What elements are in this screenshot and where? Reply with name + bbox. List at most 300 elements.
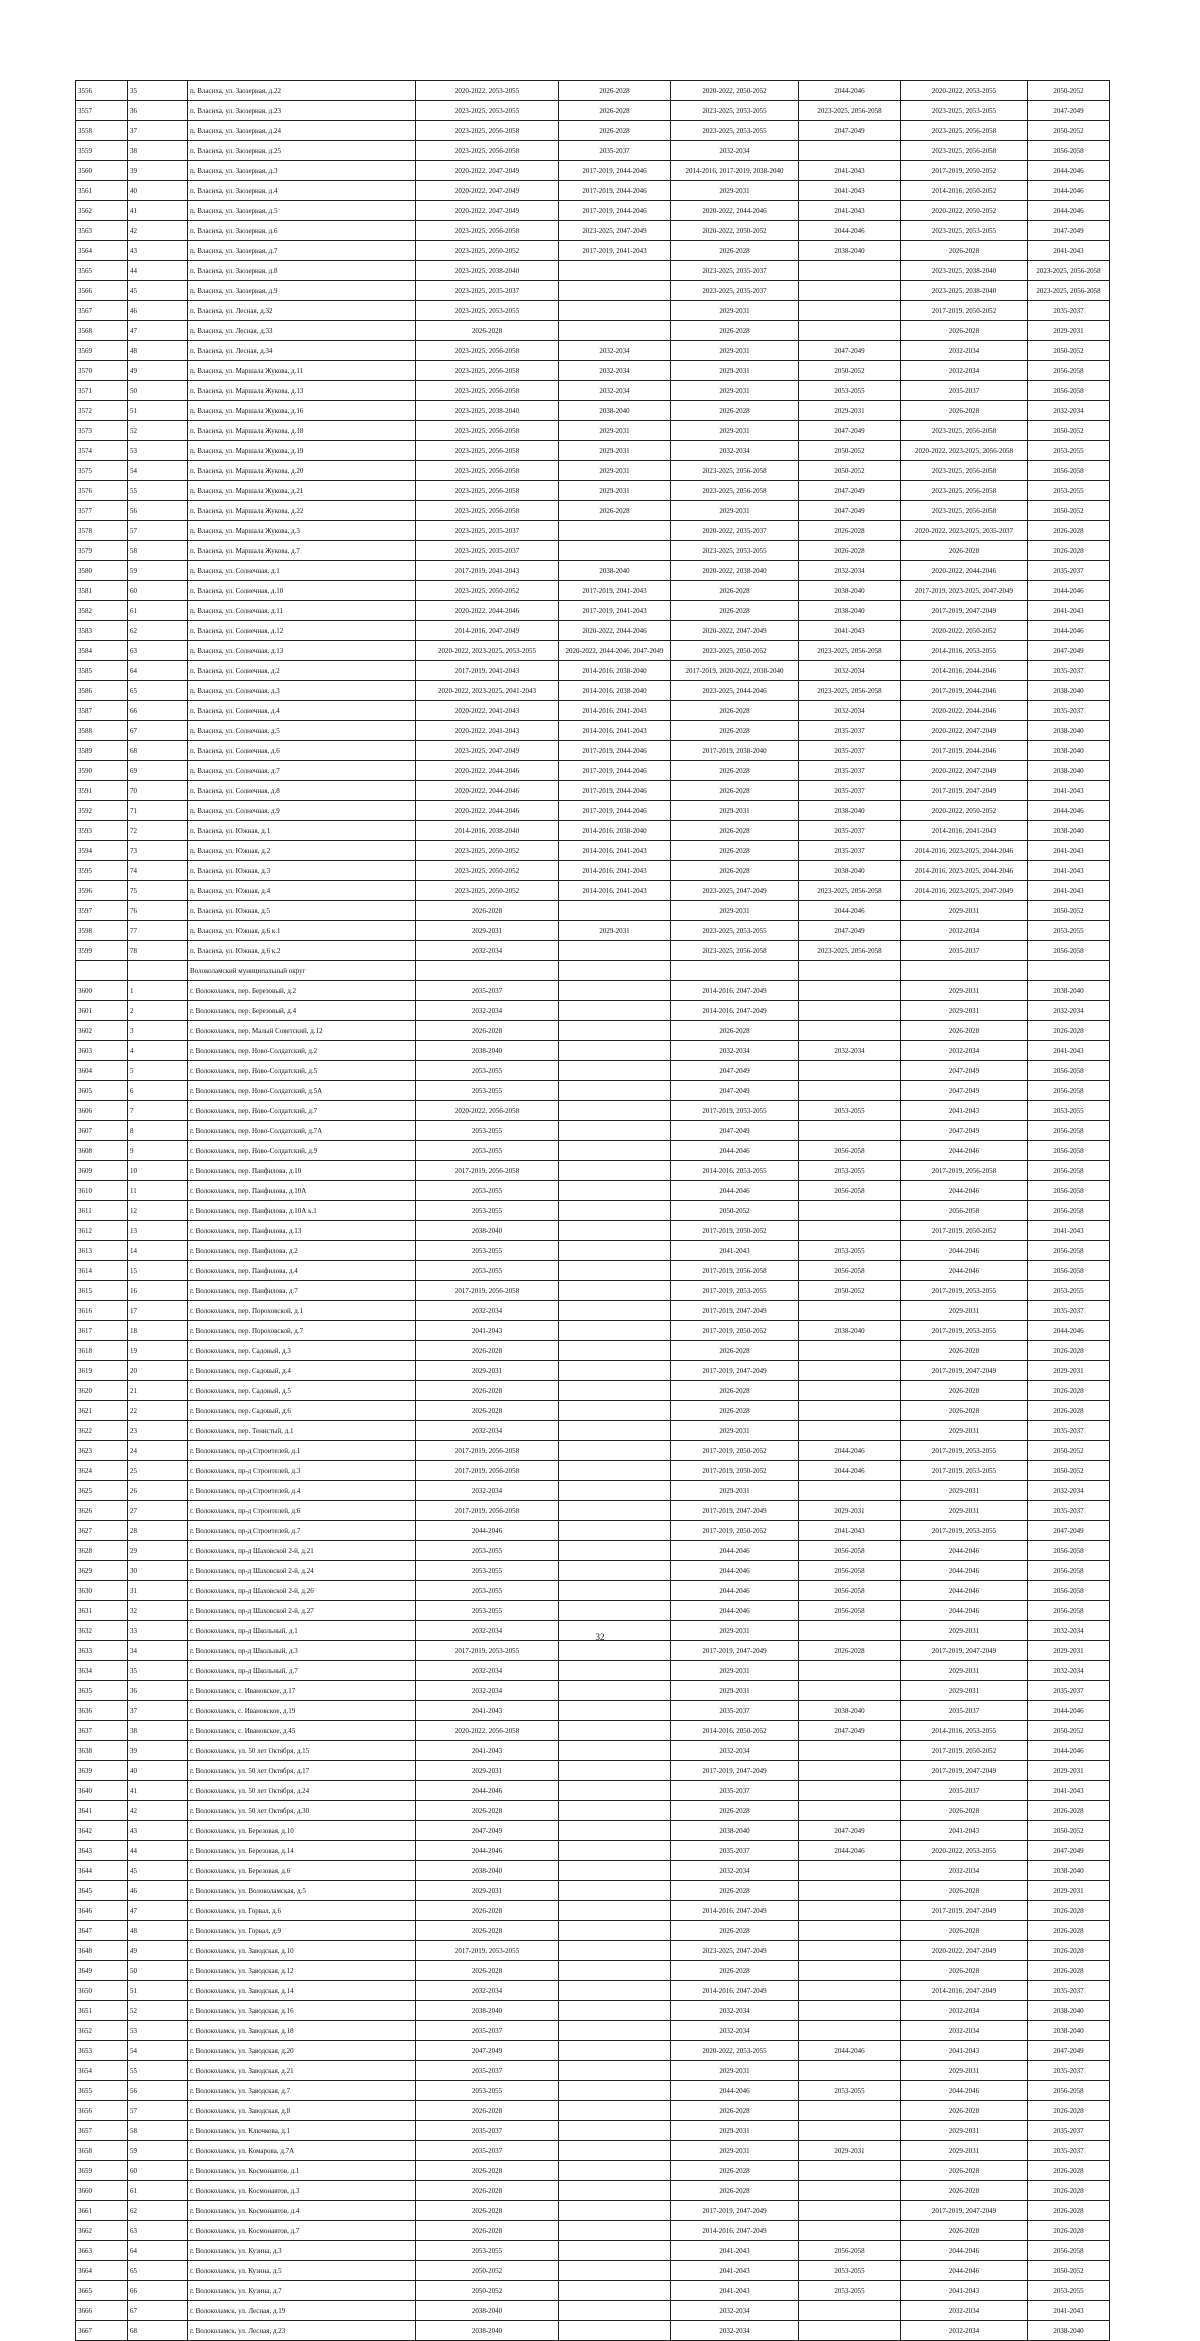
address-cell: г. Волоколамск, ул. 50 лет Октября, д.15: [188, 1741, 416, 1761]
work-period-4-cell: [799, 141, 901, 161]
work-period-4-cell: 2044-2046: [799, 1441, 901, 1461]
work-period-1-cell: 2017-2019, 2053-2055: [416, 1941, 559, 1961]
work-period-4-cell: 2035-2037: [799, 741, 901, 761]
item-number-cell: 61: [128, 601, 188, 621]
work-period-6-cell: 2035-2037: [1028, 1421, 1110, 1441]
work-period-4-cell: 2053-2055: [799, 1241, 901, 1261]
work-period-1-cell: 2050-2052: [416, 2261, 559, 2281]
item-number-cell: 1: [128, 981, 188, 1001]
work-period-1-cell: 2020-2022, 2044-2046: [416, 781, 559, 801]
work-period-1-cell: 2038-2040: [416, 2001, 559, 2021]
work-period-6-cell: 2050-2052: [1028, 1441, 1110, 1461]
table-row: [76, 1261, 1110, 1281]
work-period-6-cell: 2026-2028: [1028, 541, 1110, 561]
work-period-2-cell: [559, 2061, 671, 2081]
work-period-4-cell: 2023-2025, 2056-2058: [799, 101, 901, 121]
work-period-1-cell: 2017-2019, 2056-2058: [416, 1501, 559, 1521]
address-cell: п. Власиха, ул. Солнечная, д.2: [188, 661, 416, 681]
row-number-cell: 3583: [76, 621, 128, 641]
table-row: [76, 461, 1110, 481]
work-period-6-cell: 2044-2046: [1028, 801, 1110, 821]
item-number-cell: 49: [128, 361, 188, 381]
address-cell: п. Власиха, ул. Маршала Жукова, д.19: [188, 441, 416, 461]
table-row: [76, 541, 1110, 561]
work-period-6-cell: 2038-2040: [1028, 821, 1110, 841]
work-period-5-cell: 2020-2022, 2044-2046: [901, 701, 1028, 721]
work-period-1-cell: 2053-2055: [416, 1181, 559, 1201]
item-number-cell: 75: [128, 881, 188, 901]
work-period-6-cell: 2053-2055: [1028, 921, 1110, 941]
work-period-1-cell: 2053-2055: [416, 1081, 559, 1101]
work-period-2-cell: [559, 281, 671, 301]
work-period-5-cell: 2032-2034: [901, 2021, 1028, 2041]
row-number-cell: 3577: [76, 501, 128, 521]
work-period-1-cell: 2020-2022, 2023-2025, 2053-2055: [416, 641, 559, 661]
work-period-6-cell: 2029-2031: [1028, 321, 1110, 341]
work-period-3-cell: 2026-2028: [671, 1961, 799, 1981]
work-period-3-cell: 2029-2031: [671, 901, 799, 921]
work-period-5-cell: 2017-2019, 2047-2049: [901, 2201, 1028, 2221]
address-cell: п. Власиха, ул. Солнечная, д.8: [188, 781, 416, 801]
work-period-3-cell: 2029-2031: [671, 421, 799, 441]
work-period-4-cell: 2023-2025, 2056-2058: [799, 681, 901, 701]
work-period-3-cell: 2032-2034: [671, 441, 799, 461]
work-period-6-cell: 2056-2058: [1028, 2241, 1110, 2261]
work-period-1-cell: 2047-2049: [416, 2041, 559, 2061]
work-period-3-cell: 2026-2028: [671, 1021, 799, 1041]
address-cell: п. Власиха, ул. Солнечная, д.7: [188, 761, 416, 781]
work-period-3-cell: 2026-2028: [671, 701, 799, 721]
work-period-4-cell: 2029-2031: [799, 2141, 901, 2161]
work-period-2-cell: 2032-2034: [559, 361, 671, 381]
work-period-2-cell: 2038-2040: [559, 561, 671, 581]
table-row: [76, 1801, 1110, 1821]
work-period-1-cell: 2023-2025, 2056-2058: [416, 461, 559, 481]
table-row: [76, 1001, 1110, 1021]
address-cell: п. Власиха, ул. Заозерная, д.24: [188, 121, 416, 141]
row-number-cell: 3641: [76, 1801, 128, 1821]
address-cell: г. Волоколамск, ул. 50 лет Октября, д.24: [188, 1781, 416, 1801]
work-period-1-cell: 2032-2034: [416, 1661, 559, 1681]
work-period-1-cell: 2017-2019, 2056-2058: [416, 1161, 559, 1181]
row-number-cell: 3619: [76, 1361, 128, 1381]
address-cell: г. Волоколамск, пер. Панфилова, д.13: [188, 1221, 416, 1241]
item-number-cell: 46: [128, 1881, 188, 1901]
row-number-cell: 3569: [76, 341, 128, 361]
work-period-6-cell: 2032-2034: [1028, 1001, 1110, 1021]
item-number-cell: 76: [128, 901, 188, 921]
work-period-3-cell: 2017-2019, 2038-2040: [671, 741, 799, 761]
row-number-cell: [76, 961, 128, 981]
work-period-2-cell: 2014-2016, 2038-2040: [559, 681, 671, 701]
row-number-cell: 3637: [76, 1721, 128, 1741]
table-row: [76, 1661, 1110, 1681]
work-period-6-cell: 2044-2046: [1028, 621, 1110, 641]
work-period-6-cell: 2056-2058: [1028, 1181, 1110, 1201]
work-period-3-cell: 2047-2049: [671, 1121, 799, 1141]
table-row: [76, 861, 1110, 881]
work-period-2-cell: [559, 2201, 671, 2221]
row-number-cell: 3559: [76, 141, 128, 161]
address-cell: п. Власиха, ул. Южная, д.3: [188, 861, 416, 881]
work-period-3-cell: 2032-2034: [671, 2301, 799, 2321]
work-period-3-cell: 2044-2046: [671, 1561, 799, 1581]
item-number-cell: 48: [128, 1921, 188, 1941]
work-period-4-cell: [799, 1381, 901, 1401]
work-period-4-cell: [799, 1361, 901, 1381]
work-period-5-cell: 2026-2028: [901, 2181, 1028, 2201]
work-period-2-cell: [559, 2281, 671, 2301]
work-period-5-cell: 2026-2028: [901, 1381, 1028, 1401]
address-cell: г. Волоколамск, пер. Ново-Солдатский, д.9: [188, 1141, 416, 1161]
work-period-5-cell: 2029-2031: [901, 981, 1028, 1001]
address-cell: г. Волоколамск, ул. Заводская, д.20: [188, 2041, 416, 2061]
table-row: [76, 1061, 1110, 1081]
item-number-cell: 9: [128, 1141, 188, 1161]
work-period-2-cell: [559, 2261, 671, 2281]
table-row: [76, 1761, 1110, 1781]
work-period-5-cell: 2014-2016, 2023-2025, 2044-2046: [901, 841, 1028, 861]
work-period-6-cell: 2050-2052: [1028, 81, 1110, 101]
work-period-2-cell: 2014-2016, 2038-2040: [559, 661, 671, 681]
address-cell: г. Волоколамск, пр-д Строителей, д.7: [188, 1521, 416, 1541]
row-number-cell: 3611: [76, 1201, 128, 1221]
address-cell: г. Волоколамск, ул. Заводская, д.12: [188, 1961, 416, 1981]
work-period-4-cell: [799, 2061, 901, 2081]
address-cell: п. Власиха, ул. Заозерная, д.3: [188, 161, 416, 181]
item-number-cell: 31: [128, 1581, 188, 1601]
item-number-cell: 25: [128, 1461, 188, 1481]
item-number-cell: 36: [128, 1681, 188, 1701]
row-number-cell: 3604: [76, 1061, 128, 1081]
work-period-5-cell: 2026-2028: [901, 401, 1028, 421]
table-row: [76, 1861, 1110, 1881]
row-number-cell: 3658: [76, 2141, 128, 2161]
work-period-4-cell: [799, 1801, 901, 1821]
work-period-6-cell: 2035-2037: [1028, 1501, 1110, 1521]
item-number-cell: 16: [128, 1281, 188, 1301]
work-period-2-cell: 2017-2019, 2044-2046: [559, 781, 671, 801]
work-period-4-cell: 2056-2058: [799, 1541, 901, 1561]
row-number-cell: 3601: [76, 1001, 128, 1021]
item-number-cell: 59: [128, 2141, 188, 2161]
work-period-5-cell: 2026-2028: [901, 1921, 1028, 1941]
item-number-cell: [128, 961, 188, 981]
table-row: [76, 1601, 1110, 1621]
table-row: [76, 2041, 1110, 2061]
item-number-cell: 35: [128, 81, 188, 101]
work-period-5-cell: 2032-2034: [901, 1861, 1028, 1881]
address-cell: п. Власиха, ул. Южная, д.2: [188, 841, 416, 861]
work-period-2-cell: 2017-2019, 2041-2043: [559, 241, 671, 261]
work-period-5-cell: 2035-2037: [901, 1781, 1028, 1801]
row-number-cell: 3603: [76, 1041, 128, 1061]
work-period-6-cell: 2029-2031: [1028, 1881, 1110, 1901]
row-number-cell: 3629: [76, 1561, 128, 1581]
item-number-cell: 63: [128, 641, 188, 661]
item-number-cell: 62: [128, 621, 188, 641]
work-period-5-cell: 2017-2019, 2053-2055: [901, 1441, 1028, 1461]
work-period-2-cell: [559, 981, 671, 1001]
address-cell: г. Волоколамск, пер. Панфилова, д.10А к.1: [188, 1201, 416, 1221]
work-period-1-cell: 2020-2022, 2047-2049: [416, 181, 559, 201]
work-period-1-cell: 2044-2046: [416, 1841, 559, 1861]
table-row: [76, 1681, 1110, 1701]
work-period-4-cell: 2035-2037: [799, 841, 901, 861]
work-period-2-cell: [559, 1461, 671, 1481]
address-cell: п. Власиха, ул. Солнечная, д.11: [188, 601, 416, 621]
work-period-5-cell: 2017-2019, 2053-2055: [901, 1461, 1028, 1481]
work-period-3-cell: 2029-2031: [671, 801, 799, 821]
work-period-2-cell: 2017-2019, 2044-2046: [559, 801, 671, 821]
work-period-5-cell: 2014-2016, 2050-2052: [901, 181, 1028, 201]
work-period-1-cell: 2014-2016, 2038-2040: [416, 821, 559, 841]
row-number-cell: 3599: [76, 941, 128, 961]
table-row: [76, 2181, 1110, 2201]
work-period-5-cell: 2029-2031: [901, 1681, 1028, 1701]
address-cell: г. Волоколамск, пр-д Строителей, д.1: [188, 1441, 416, 1461]
work-period-5-cell: 2023-2025, 2053-2055: [901, 221, 1028, 241]
table-row: [76, 1041, 1110, 1061]
work-period-6-cell: 2053-2055: [1028, 1281, 1110, 1301]
table-row: [76, 1501, 1110, 1521]
work-period-6-cell: 2038-2040: [1028, 1861, 1110, 1881]
work-period-4-cell: 2032-2034: [799, 661, 901, 681]
item-number-cell: 62: [128, 2201, 188, 2221]
work-period-5-cell: 2023-2025, 2056-2058: [901, 461, 1028, 481]
address-cell: г. Волоколамск, пр-д Шаховской 2-й, д.27: [188, 1601, 416, 1621]
work-period-5-cell: 2026-2028: [901, 1401, 1028, 1421]
work-period-1-cell: 2038-2040: [416, 1861, 559, 1881]
item-number-cell: 67: [128, 2301, 188, 2321]
work-period-3-cell: 2029-2031: [671, 501, 799, 521]
work-period-4-cell: 2056-2058: [799, 1261, 901, 1281]
work-period-1-cell: 2053-2055: [416, 1581, 559, 1601]
work-period-4-cell: 2044-2046: [799, 81, 901, 101]
item-number-cell: 57: [128, 2101, 188, 2121]
work-period-1-cell: 2020-2022, 2047-2049: [416, 201, 559, 221]
work-period-3-cell: 2026-2028: [671, 761, 799, 781]
work-period-1-cell: 2026-2028: [416, 1401, 559, 1421]
row-number-cell: 3589: [76, 741, 128, 761]
work-period-3-cell: 2029-2031: [671, 341, 799, 361]
work-period-6-cell: 2041-2043: [1028, 1041, 1110, 1061]
address-cell: г. Волоколамск, ул. Заводская, д.18: [188, 2021, 416, 2041]
row-number-cell: 3664: [76, 2261, 128, 2281]
work-period-3-cell: 2032-2034: [671, 2001, 799, 2021]
work-period-5-cell: 2017-2019, 2023-2025, 2047-2049: [901, 581, 1028, 601]
work-period-2-cell: [559, 1541, 671, 1561]
row-number-cell: 3640: [76, 1781, 128, 1801]
work-period-4-cell: 2053-2055: [799, 1161, 901, 1181]
work-period-4-cell: 2050-2052: [799, 461, 901, 481]
table-row: [76, 1361, 1110, 1381]
work-period-1-cell: 2026-2028: [416, 901, 559, 921]
work-period-5-cell: 2017-2019, 2047-2049: [901, 1361, 1028, 1381]
work-period-3-cell: 2044-2046: [671, 1581, 799, 1601]
work-period-2-cell: [559, 1661, 671, 1681]
work-period-4-cell: [799, 1781, 901, 1801]
work-period-2-cell: 2017-2019, 2044-2046: [559, 201, 671, 221]
work-period-5-cell: 2017-2019, 2050-2052: [901, 301, 1028, 321]
work-period-6-cell: 2032-2034: [1028, 1481, 1110, 1501]
work-period-1-cell: 2053-2055: [416, 1241, 559, 1261]
item-number-cell: 66: [128, 2281, 188, 2301]
item-number-cell: 63: [128, 2221, 188, 2241]
work-period-2-cell: 2017-2019, 2041-2043: [559, 581, 671, 601]
work-period-6-cell: 2026-2028: [1028, 1381, 1110, 1401]
table-row: [76, 361, 1110, 381]
work-period-3-cell: 2014-2016, 2050-2052: [671, 1721, 799, 1741]
work-period-5-cell: 2017-2019, 2047-2049: [901, 1901, 1028, 1921]
work-period-6-cell: 2026-2028: [1028, 1341, 1110, 1361]
work-period-5-cell: 2017-2019, 2050-2052: [901, 1741, 1028, 1761]
work-period-4-cell: 2026-2028: [799, 541, 901, 561]
address-cell: г. Волоколамск, пер. Панфилова, д.4: [188, 1261, 416, 1281]
work-period-5-cell: 2020-2022, 2023-2025, 2056-2058: [901, 441, 1028, 461]
work-period-2-cell: [559, 1501, 671, 1521]
work-period-5-cell: 2017-2019, 2053-2055: [901, 1321, 1028, 1341]
work-period-1-cell: 2038-2040: [416, 2301, 559, 2321]
row-number-cell: 3614: [76, 1261, 128, 1281]
work-period-4-cell: [799, 2021, 901, 2041]
work-period-5-cell: 2017-2019, 2050-2052: [901, 1221, 1028, 1241]
item-number-cell: 55: [128, 481, 188, 501]
table-row: [76, 321, 1110, 341]
row-number-cell: 3653: [76, 2041, 128, 2061]
address-cell: п. Власиха, ул. Маршала Жукова, д.20: [188, 461, 416, 481]
table-row: [76, 1441, 1110, 1461]
row-number-cell: 3593: [76, 821, 128, 841]
work-period-4-cell: 2038-2040: [799, 1321, 901, 1341]
work-period-1-cell: 2038-2040: [416, 2321, 559, 2341]
work-period-1-cell: 2026-2028: [416, 2101, 559, 2121]
work-period-5-cell: 2017-2019, 2053-2055: [901, 1521, 1028, 1541]
table-row: [76, 2241, 1110, 2261]
address-cell: г. Волоколамск, ул. Кузина, д.3: [188, 2241, 416, 2261]
work-period-6-cell: 2038-2040: [1028, 681, 1110, 701]
work-period-1-cell: 2041-2043: [416, 1701, 559, 1721]
work-period-5-cell: 2029-2031: [901, 901, 1028, 921]
work-period-3-cell: 2023-2025, 2050-2052: [671, 641, 799, 661]
work-period-2-cell: [559, 1421, 671, 1441]
work-period-3-cell: 2029-2031: [671, 2061, 799, 2081]
work-period-5-cell: 2044-2046: [901, 2261, 1028, 2281]
row-number-cell: 3562: [76, 201, 128, 221]
work-period-5-cell: 2032-2034: [901, 921, 1028, 941]
table-row: [76, 1321, 1110, 1341]
work-period-1-cell: 2023-2025, 2056-2058: [416, 141, 559, 161]
work-period-1-cell: 2032-2034: [416, 1481, 559, 1501]
table-row: [76, 881, 1110, 901]
item-number-cell: 56: [128, 501, 188, 521]
work-period-5-cell: 2032-2034: [901, 341, 1028, 361]
work-period-6-cell: 2050-2052: [1028, 501, 1110, 521]
work-period-5-cell: 2035-2037: [901, 941, 1028, 961]
row-number-cell: 3595: [76, 861, 128, 881]
item-number-cell: 48: [128, 341, 188, 361]
table-row: [76, 1881, 1110, 1901]
work-period-5-cell: 2023-2025, 2056-2058: [901, 481, 1028, 501]
work-period-1-cell: 2023-2025, 2056-2058: [416, 481, 559, 501]
item-number-cell: 22: [128, 1401, 188, 1421]
item-number-cell: 55: [128, 2061, 188, 2081]
work-period-6-cell: 2056-2058: [1028, 2081, 1110, 2101]
work-period-4-cell: 2047-2049: [799, 921, 901, 941]
table-row: [76, 161, 1110, 181]
address-cell: г. Волоколамск, пр-д Школьный, д.1: [188, 1621, 416, 1641]
work-period-2-cell: [559, 2221, 671, 2241]
work-period-2-cell: 2020-2022, 2044-2046: [559, 621, 671, 641]
work-period-2-cell: [559, 1441, 671, 1461]
work-period-6-cell: 2056-2058: [1028, 1241, 1110, 1261]
work-period-6-cell: 2038-2040: [1028, 741, 1110, 761]
work-period-2-cell: 2017-2019, 2044-2046: [559, 761, 671, 781]
work-period-1-cell: 2023-2025, 2038-2040: [416, 261, 559, 281]
work-period-4-cell: 2044-2046: [799, 901, 901, 921]
work-period-6-cell: 2050-2052: [1028, 901, 1110, 921]
work-period-5-cell: 2032-2034: [901, 2301, 1028, 2321]
work-period-6-cell: 2026-2028: [1028, 1801, 1110, 1821]
table-row: [76, 281, 1110, 301]
work-period-6-cell: 2044-2046: [1028, 181, 1110, 201]
table-row: [76, 481, 1110, 501]
work-period-1-cell: 2026-2028: [416, 1961, 559, 1981]
work-period-1-cell: 2029-2031: [416, 1761, 559, 1781]
work-period-5-cell: 2014-2016, 2023-2025, 2047-2049: [901, 881, 1028, 901]
address-cell: г. Волоколамск, ул. Заводская, д.7: [188, 2081, 416, 2101]
work-period-3-cell: 2017-2019, 2047-2049: [671, 1501, 799, 1521]
address-cell: п. Власиха, ул. Солнечная, д.13: [188, 641, 416, 661]
row-number-cell: 3565: [76, 261, 128, 281]
table-row: [76, 1341, 1110, 1361]
work-period-6-cell: 2032-2034: [1028, 401, 1110, 421]
work-period-6-cell: 2026-2028: [1028, 2161, 1110, 2181]
row-number-cell: 3651: [76, 2001, 128, 2021]
work-period-4-cell: 2056-2058: [799, 1601, 901, 1621]
work-period-2-cell: [559, 1301, 671, 1321]
work-period-5-cell: 2023-2025, 2056-2058: [901, 421, 1028, 441]
work-period-3-cell: 2026-2028: [671, 1881, 799, 1901]
item-number-cell: 64: [128, 661, 188, 681]
work-period-3-cell: 2029-2031: [671, 2121, 799, 2141]
table-row: [76, 2141, 1110, 2161]
work-period-5-cell: 2029-2031: [901, 2141, 1028, 2161]
item-number-cell: 65: [128, 2261, 188, 2281]
address-cell: г. Волоколамск, пер. Панфилова, д.10: [188, 1161, 416, 1181]
work-period-1-cell: 2029-2031: [416, 921, 559, 941]
work-period-3-cell: 2026-2028: [671, 2101, 799, 2121]
table-row: [76, 1281, 1110, 1301]
work-period-3-cell: 2026-2028: [671, 601, 799, 621]
work-period-3-cell: 2026-2028: [671, 581, 799, 601]
work-period-4-cell: 2050-2052: [799, 441, 901, 461]
address-cell: г. Волоколамск, ул. Космонавтов, д.3: [188, 2181, 416, 2201]
work-period-1-cell: 2020-2022, 2053-2055: [416, 81, 559, 101]
work-period-6-cell: 2050-2052: [1028, 2261, 1110, 2281]
table-row: [76, 1201, 1110, 1221]
address-cell: п. Власиха, ул. Южная, д.6 к.1: [188, 921, 416, 941]
work-period-6-cell: 2026-2028: [1028, 2201, 1110, 2221]
row-number-cell: 3602: [76, 1021, 128, 1041]
table-row: [76, 1921, 1110, 1941]
row-number-cell: 3666: [76, 2301, 128, 2321]
work-period-5-cell: 2044-2046: [901, 2081, 1028, 2101]
work-period-5-cell: 2023-2025, 2038-2040: [901, 281, 1028, 301]
work-period-2-cell: 2029-2031: [559, 921, 671, 941]
work-period-4-cell: 2035-2037: [799, 821, 901, 841]
address-cell: г. Волоколамск, ул. Лесная, д.19: [188, 2301, 416, 2321]
